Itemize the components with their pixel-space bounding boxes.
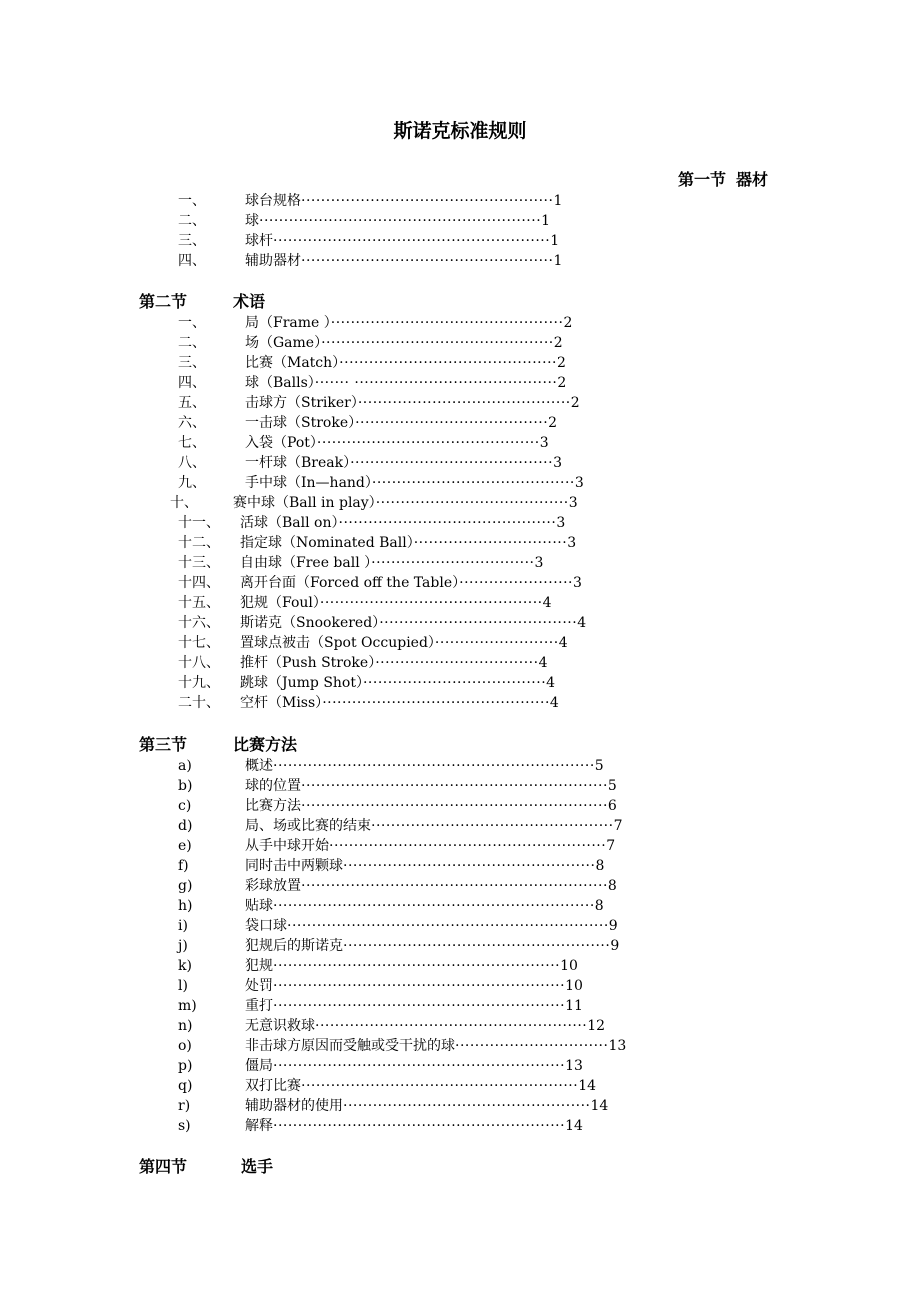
dot-leader: ························· [434, 635, 559, 651]
entry-number: 十五、 [178, 595, 220, 611]
dot-leader: ··························································· [273, 998, 566, 1014]
entry-label: 跳球（Jump Shot） [240, 675, 363, 691]
dot-leader: ·············································· [322, 695, 550, 711]
entry-number: 十三、 [178, 555, 220, 571]
page-number: 3 [553, 455, 562, 471]
entry-label: 场（Game） [245, 335, 322, 351]
page-number: 2 [548, 415, 558, 431]
page-number: 11 [565, 998, 583, 1014]
entry-number: 二、 [178, 213, 206, 229]
dot-leader: ············································· [316, 435, 540, 451]
entry-text [245, 936, 619, 956]
entry-number: 二十、 [178, 695, 220, 711]
entry-label: 球台规格 [245, 193, 301, 209]
entry-label: 推杆（Push Stroke） [240, 655, 376, 671]
entry-label: 比赛（Match） [245, 355, 340, 371]
entry-number: n) [178, 1018, 193, 1034]
dot-leader: ························································ [273, 233, 551, 249]
entry-label: 置球点被击（Spot Occupied） [240, 635, 435, 651]
page-number: 3 [567, 535, 577, 551]
entry-text [245, 956, 578, 976]
page-number: 10 [560, 958, 578, 974]
entry-label: 斯诺克（Snookered） [240, 615, 380, 631]
dot-leader: ··················································· [301, 253, 554, 269]
dot-leader: ······························· [455, 1038, 609, 1054]
entry-label: 球 [245, 213, 259, 229]
dot-leader: ········································· [371, 475, 575, 491]
page-number: 4 [558, 635, 568, 651]
page-number: 12 [587, 1018, 606, 1034]
page-number: 3 [573, 575, 582, 591]
entry-number: 八、 [178, 455, 206, 471]
entry-text [245, 996, 583, 1016]
entry-number: 四、 [178, 375, 206, 391]
entry-label: 贴球 [245, 898, 273, 914]
entry-label: 袋口球 [245, 918, 287, 934]
dot-leader: ······························································ [301, 798, 608, 814]
dot-leader: ··········································· [357, 395, 571, 411]
dot-leader: ································· [375, 655, 539, 671]
page-number: 9 [610, 938, 620, 954]
entry-number: 十七、 [178, 635, 220, 651]
entry-number: 二、 [178, 335, 206, 351]
entry-label: 处罚 [245, 978, 273, 994]
entry-text [245, 333, 563, 353]
dot-leader: ··························································· [273, 978, 566, 994]
entry-text [233, 493, 578, 513]
entry-label: 空杆（Miss） [240, 695, 323, 711]
entry-number: 十四、 [178, 575, 220, 591]
entry-number: 十九、 [178, 675, 220, 691]
entry-number: c) [178, 798, 192, 814]
entry-number: l) [178, 978, 188, 994]
section-title: 术语 [233, 292, 266, 311]
page-number: 2 [570, 395, 580, 411]
dot-leader: ································································· [287, 918, 609, 934]
entry-text [240, 513, 565, 533]
entry-number: j) [178, 938, 188, 954]
page-number: 5 [594, 758, 604, 774]
doc-title: 斯诺克标准规则 [393, 120, 527, 142]
entry-text [245, 413, 557, 433]
entry-label: 无意识救球 [245, 1018, 315, 1034]
dot-leader: ··················································· [301, 193, 554, 209]
page-number: 13 [608, 1038, 627, 1054]
dot-leader: ············································· [319, 595, 543, 611]
entry-text [245, 976, 583, 996]
entry-label: 从手中球开始 [245, 838, 329, 854]
entry-text [245, 756, 604, 776]
entry-number: r) [178, 1098, 191, 1114]
entry-text [245, 1096, 608, 1116]
entry-number: b) [178, 778, 193, 794]
entry-text [240, 573, 582, 593]
entry-label: 犯规后的斯诺克 [245, 938, 343, 954]
entry-text [245, 211, 550, 231]
entry-text [240, 593, 552, 613]
entry-number: k) [178, 958, 192, 974]
entry-label: 局（Frame ） [245, 315, 331, 331]
entry-number: f) [178, 858, 189, 874]
entry-number: 十、 [170, 495, 198, 511]
page-number: 7 [606, 838, 616, 854]
entry-number: 十六、 [178, 615, 220, 631]
page-number: 8 [594, 898, 604, 914]
entry-text [245, 1116, 583, 1136]
entry-label: 局、场或比赛的结束 [245, 818, 371, 834]
dot-leader: ······································· [355, 415, 549, 431]
dot-leader: ················································· [371, 818, 614, 834]
section-title: 器材 [736, 170, 769, 189]
entry-text [240, 673, 555, 693]
entry-number: s) [178, 1118, 191, 1134]
page-number: 3 [574, 475, 584, 491]
entry-label: 球（Balls） [245, 375, 315, 391]
page-number: 10 [565, 978, 583, 994]
entry-label: 解释 [245, 1118, 273, 1134]
entry-text [245, 433, 549, 453]
dot-leader: ························································ [329, 838, 607, 854]
entry-label: 离开台面（Forced off the Table） [240, 575, 460, 591]
entry-label: 球杆 [245, 233, 273, 249]
page-number: 4 [549, 695, 559, 711]
page-number: 8 [607, 878, 617, 894]
entry-label: 犯规（Foul） [240, 595, 320, 611]
entry-label: 非击球方原因而受触或受干扰的球 [245, 1038, 455, 1054]
entry-label: 比赛方法 [245, 798, 301, 814]
dot-leader: ·························································· [273, 958, 561, 974]
entry-text [245, 231, 559, 251]
dot-leader: ········································ [379, 615, 578, 631]
entry-number: 六、 [178, 415, 206, 431]
entry-label: 僵局 [245, 1058, 273, 1074]
page-number: 2 [563, 315, 573, 331]
section-title: 选手 [241, 1157, 274, 1176]
entry-text [245, 473, 584, 493]
entry-text [245, 816, 622, 836]
entry-text [240, 633, 568, 653]
entry-text [245, 453, 562, 473]
entry-label: 入袋（Pot） [245, 435, 317, 451]
entry-number: 七、 [178, 435, 206, 451]
page-number: 9 [608, 918, 618, 934]
entry-text [240, 613, 586, 633]
entry-number: 四、 [178, 253, 206, 269]
entry-text [245, 313, 572, 333]
entry-number: a) [178, 758, 192, 774]
entry-label: 手中球（In—hand） [245, 475, 372, 491]
entry-text [240, 533, 576, 553]
page-number: 3 [534, 555, 544, 571]
page-number: 3 [539, 435, 549, 451]
entry-label: 指定球（Nominated Ball） [240, 535, 414, 551]
entry-number: 三、 [178, 233, 206, 249]
entry-text [245, 916, 618, 936]
entry-label: 辅助器材 [245, 253, 301, 269]
entry-number: 九、 [178, 475, 206, 491]
section-number: 第四节 [139, 1157, 188, 1176]
dot-leader: ································· [371, 555, 535, 571]
dot-leader: ······················································· [315, 1018, 588, 1034]
dot-leader: ··························································· [273, 1118, 566, 1134]
page-number: 14 [578, 1078, 597, 1094]
entry-label: 活球（Ball on） [240, 515, 339, 531]
dot-leader: ······················································ [343, 938, 611, 954]
entry-label: 重打 [245, 998, 273, 1014]
dot-leader: ······· ········································· [314, 375, 558, 391]
entry-number: e) [178, 838, 192, 854]
entry-label: 自由球（Free ball ） [240, 555, 372, 571]
dot-leader: ································································· [273, 898, 595, 914]
page-number: 2 [553, 335, 563, 351]
entry-text [245, 796, 617, 816]
entry-number: i) [178, 918, 188, 934]
entry-number: 十二、 [178, 535, 220, 551]
page-number: 14 [590, 1098, 609, 1114]
page-number: 2 [556, 355, 566, 371]
dot-leader: ······························································ [301, 878, 608, 894]
entry-number: 一、 [178, 193, 206, 209]
entry-text [245, 1056, 583, 1076]
entry-text [240, 653, 547, 673]
entry-text [245, 856, 604, 876]
entry-number: q) [178, 1078, 193, 1094]
entry-text [245, 353, 566, 373]
entry-label: 辅助器材的使用 [245, 1098, 343, 1114]
dot-leader: ······························································ [301, 778, 608, 794]
dot-leader: ·················································· [343, 1098, 591, 1114]
dot-leader: ························································· [259, 213, 542, 229]
dot-leader: ············································ [339, 355, 557, 371]
entry-label: 球的位置 [245, 778, 301, 794]
page-number: 2 [557, 375, 567, 391]
entry-number: p) [178, 1058, 193, 1074]
page-number: 1 [541, 213, 551, 229]
page-number: 4 [538, 655, 548, 671]
page-number: 4 [577, 615, 587, 631]
entry-number: 十一、 [178, 515, 220, 531]
page-number: 1 [550, 233, 560, 249]
entry-label: 彩球放置 [245, 878, 301, 894]
entry-number: 五、 [178, 395, 206, 411]
entry-number: 一、 [178, 315, 206, 331]
dot-leader: ····································· [362, 675, 547, 691]
entry-text [245, 373, 566, 393]
page-number: 5 [607, 778, 617, 794]
page-number: 4 [546, 675, 556, 691]
entry-text [245, 251, 562, 271]
page-number: 3 [556, 515, 566, 531]
page-number: 4 [542, 595, 552, 611]
entry-number: m) [178, 998, 197, 1014]
entry-number: o) [178, 1038, 192, 1054]
entry-label: 同时击中两颗球 [245, 858, 343, 874]
entry-number: g) [178, 878, 193, 894]
entry-text [245, 1076, 596, 1096]
entry-number: d) [178, 818, 193, 834]
entry-text [245, 896, 604, 916]
page-number: 13 [565, 1058, 583, 1074]
dot-leader: ········································· [350, 455, 554, 471]
entry-text [240, 553, 543, 573]
page-number: 6 [607, 798, 617, 814]
dot-leader: ······················· [459, 575, 573, 591]
section-number: 第三节 [139, 735, 188, 754]
entry-number: 十八、 [178, 655, 220, 671]
dot-leader: ··························································· [273, 1058, 566, 1074]
section-number: 第一节 [678, 170, 727, 189]
entry-number: h) [178, 898, 193, 914]
dot-leader: ································································· [273, 758, 595, 774]
section-number: 第二节 [139, 292, 188, 311]
dot-leader: ··············································· [321, 335, 554, 351]
page-number: 14 [565, 1118, 583, 1134]
section-title: 比赛方法 [233, 735, 298, 754]
page-number: 8 [595, 858, 605, 874]
entry-label: 双打比赛 [245, 1078, 301, 1094]
dot-leader: ······································· [375, 495, 569, 511]
entry-text [245, 876, 617, 896]
dot-leader: ························································ [301, 1078, 579, 1094]
entry-text [240, 693, 559, 713]
entry-label: 一杆球（Break） [245, 455, 351, 471]
page-number: 7 [613, 818, 623, 834]
entry-label: 一击球（Stroke） [245, 415, 356, 431]
page-number: 1 [553, 193, 563, 209]
entry-label: 犯规 [245, 958, 273, 974]
entry-label: 击球方（Striker） [245, 395, 358, 411]
entry-number: 三、 [178, 355, 206, 371]
dot-leader: ··················································· [343, 858, 596, 874]
page-number: 1 [553, 253, 563, 269]
entry-text [245, 1016, 605, 1036]
dot-leader: ············································ [338, 515, 557, 531]
entry-text [245, 776, 617, 796]
entry-label: 赛中球（Ball in play） [233, 495, 376, 511]
dot-leader: ······························· [413, 535, 568, 551]
entry-label: 概述 [245, 758, 273, 774]
entry-text [245, 836, 615, 856]
page-number: 3 [568, 495, 578, 511]
dot-leader: ··············································· [330, 315, 564, 331]
entry-text [245, 191, 562, 211]
entry-text [245, 393, 580, 413]
entry-text [245, 1036, 626, 1056]
